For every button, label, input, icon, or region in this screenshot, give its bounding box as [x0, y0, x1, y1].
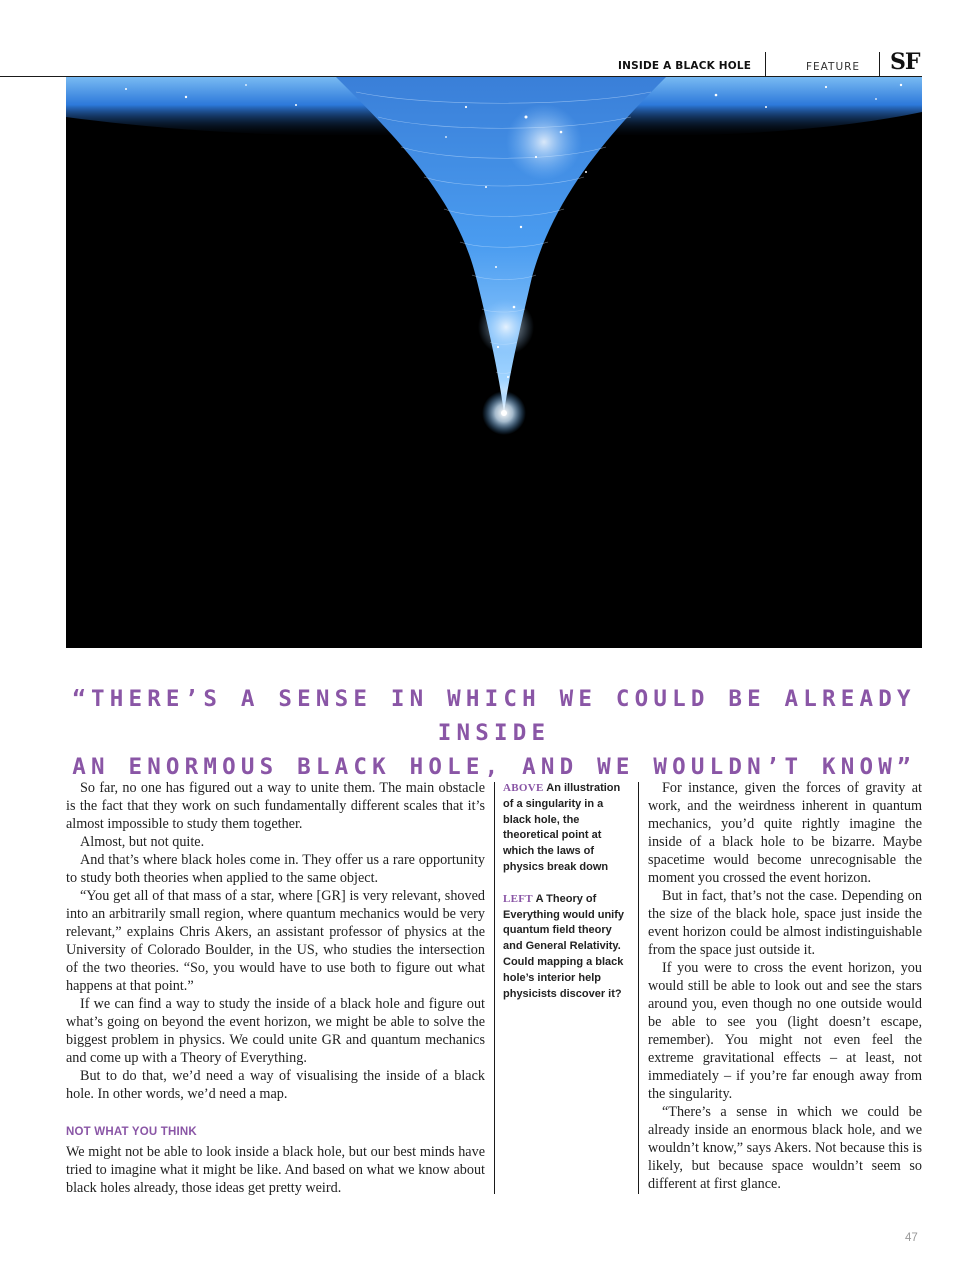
- body-column-right: [648, 779, 922, 1193]
- body-paragraph: So far, no one has figured out a way to unite them. The main obstacle is the fact that they work on such fundamentally different scales that it’s almost impossible to study them together.: [66, 780, 485, 832]
- subheading: NOT WHAT YOU THINK: [66, 1126, 197, 1138]
- body-paragraph: We might not be able to look inside a black hole, but our best minds have tried to imagine what it might be like. And based on what we know about black holes already, those ideas get pretty weird.: [66, 1144, 485, 1196]
- black-hole-singularity-illustration: [66, 77, 922, 648]
- brand-logo: SF: [890, 49, 920, 75]
- column-divider: [638, 782, 639, 1194]
- body-paragraph: If you were to cross the event horizon, you would still be able to look out and see the stars around you, even though no one outside would be able to see you (light doesn’t escape, remember). You might not even feel the extreme gravitational effects – at least, not immediately – if you’re far enough away from the singularity.: [648, 960, 922, 1102]
- body-paragraph: If we can find a way to study the inside of a black hole and figure out what’s going on beyond the event horizon, we might be able to solve the biggest problem in physics. We could unite GR and quantum mechanics and come up with a Theory of Everything.: [66, 996, 485, 1066]
- body-paragraph: “You get all of that mass of a star, where [GR] is very relevant, shoved into an arbitrarily small region, where quantum mechanics would be very relevant,” explains Chris Akers, an assistant professor of physics at the University of Colorado Boulder, in the US, who studies the intersection of the two theories. “So, you would have to use both to figure out what happens at that point.”: [66, 888, 485, 994]
- category-label: FEATURE: [806, 61, 861, 73]
- body-paragraph: But to do that, we’d need a way of visualising the inside of a black hole. In other words, we’d need a map.: [66, 1068, 485, 1102]
- header-divider: [879, 52, 880, 76]
- caption: [503, 892, 631, 1003]
- body-column-left: [66, 779, 485, 1197]
- caption-text: An illustration of a singularity in a black hole, the theoretical point at which the laws of physics break down: [503, 782, 621, 873]
- body-paragraph: “There’s a sense in which we could be already inside an enormous black hole, and we wouldn’t know,” says Akers. Not because this is likely, but because space wouldn’t seem so different at first glance.: [648, 1104, 922, 1192]
- pull-quote-line: AN ENORMOUS BLACK HOLE, AND WE WOULDN’T KNOW”: [72, 754, 916, 780]
- body-paragraph: But in fact, that’s not the case. Depending on the size of the black hole, space just inside the event horizon could be almost indistinguishable from the space just outside it.: [648, 888, 922, 958]
- caption-text: A Theory of Everything would unify quantum field theory and General Relativity. Could mapping a black hole’s interior help physicists discover it?: [503, 892, 625, 1000]
- header-divider: [765, 52, 766, 76]
- pull-quote: [66, 682, 922, 784]
- pull-quote-line: “THERE’S A SENSE IN WHICH WE COULD BE ALREADY INSIDE: [72, 686, 916, 746]
- column-divider: [494, 782, 495, 1194]
- image-captions: [503, 781, 631, 1018]
- page-number: 47: [905, 1232, 918, 1244]
- section-label: INSIDE A BLACK HOLE: [618, 60, 752, 72]
- caption-label: LEFT: [503, 892, 533, 905]
- caption: [503, 781, 631, 876]
- hero-image: [66, 77, 922, 648]
- body-paragraph: For instance, given the forces of gravity at work, and the weirdness inherent in quantum mechanics, you’d quite rightly imagine the inside of a black hole to be bizarre. Maybe spacetime would become unrecognisable the moment you crossed the event horizon.: [648, 780, 922, 886]
- body-paragraph: Almost, but not quite.: [80, 834, 205, 850]
- caption-label: ABOVE: [503, 782, 544, 794]
- body-paragraph: And that’s where black holes come in. They offer us a rare opportunity to study both theories when applied to the same object.: [66, 852, 485, 886]
